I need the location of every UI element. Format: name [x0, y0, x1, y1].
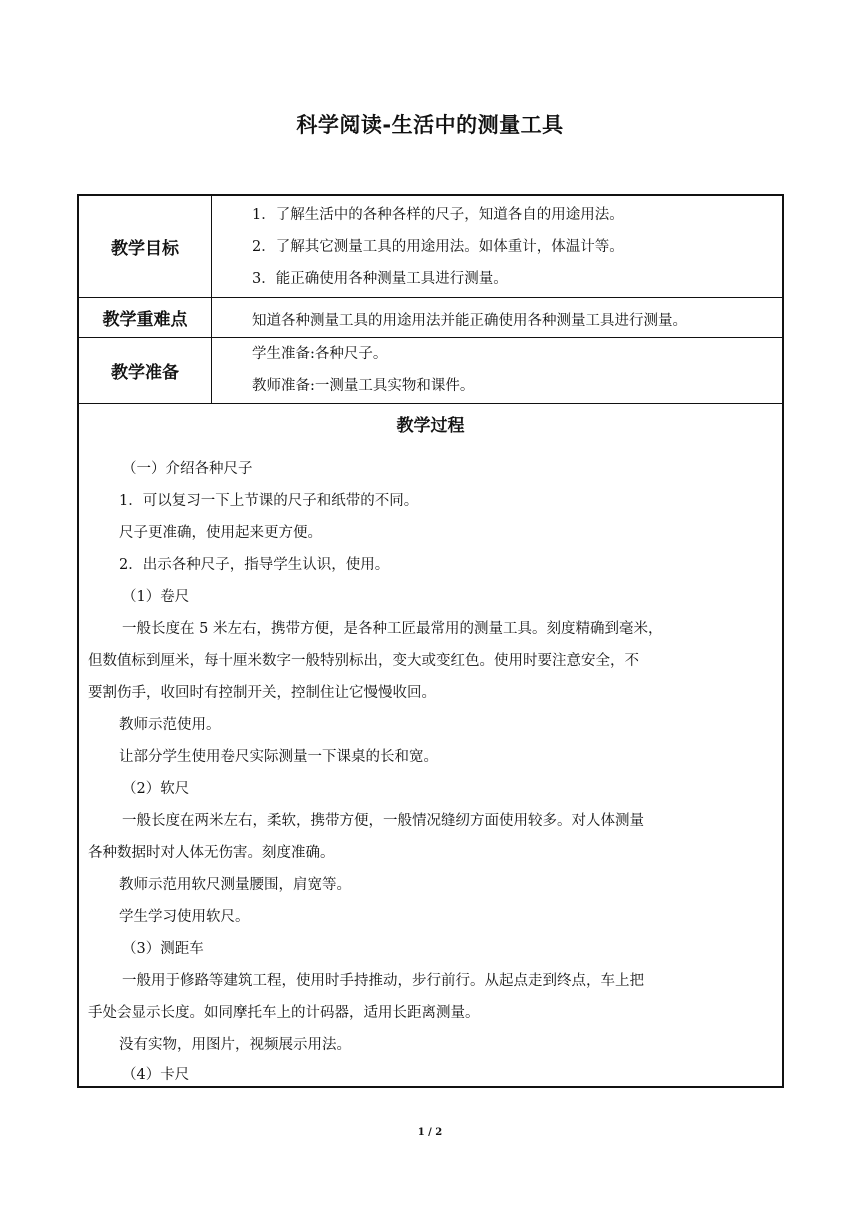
goal-row	[79, 196, 782, 298]
process-line: 一般长度在两米左右，柔软，携带方便，一般情况缝纫方面使用较多。对人体测量	[122, 813, 644, 829]
preparation-label: 教学准备	[79, 338, 212, 403]
document-title: 科学阅读-生活中的测量工具	[296, 113, 564, 137]
process-line: （2）软尺	[122, 781, 190, 797]
process-line: 但数值标到厘米，每十厘米数字一般特别标出，变大或变红色。使用时要注意安全，不	[88, 653, 639, 669]
process-line: 没有实物，用图片，视频展示用法。	[119, 1037, 351, 1053]
key-points-content	[212, 298, 782, 337]
process-line: 教师示范使用。	[119, 717, 221, 733]
page-number: 1 / 2	[417, 1127, 443, 1138]
process-line: （3）测距车	[122, 941, 204, 957]
process-line: 一般用于修路等建筑工程，使用时手持推动，步行前行。从起点走到终点，车上把	[122, 973, 644, 989]
key-points-label: 教学重难点	[79, 298, 212, 337]
process-line: 学生学习使用软尺。	[119, 909, 250, 925]
process-line: 尺子更准确，使用起来更方便。	[119, 525, 322, 541]
process-line: 一般长度在 5 米左右，携带方便，是各种工匠最常用的测量工具。刻度精确到毫米，	[122, 621, 663, 637]
process-line: 让部分学生使用卷尺实际测量一下课桌的长和宽。	[119, 749, 438, 765]
process-line: （4）卡尺	[122, 1067, 190, 1083]
preparation-row	[79, 338, 782, 404]
process-line: 1．可以复习一下上节课的尺子和纸带的不同。	[119, 493, 419, 509]
preparation-item: 学生准备:各种尺子。	[252, 346, 388, 362]
process-line: （1）卷尺	[122, 589, 190, 605]
goal-item: 2．了解其它测量工具的用途用法。如体重计，体温计等。	[252, 239, 624, 255]
goal-label: 教学目标	[79, 196, 212, 297]
process-line: 2．出示各种尺子，指导学生认识，使用。	[119, 557, 390, 573]
lesson-plan-table	[77, 194, 784, 1088]
goal-item: 3．能正确使用各种测量工具进行测量。	[252, 271, 508, 287]
process-title: 教学过程	[396, 416, 465, 436]
key-points-row	[79, 298, 782, 338]
goal-content	[212, 196, 782, 297]
preparation-item: 教师准备:一测量工具实物和课件。	[252, 378, 475, 394]
process-line: 要割伤手，收回时有控制开关，控制住让它慢慢收回。	[88, 685, 436, 701]
goal-item: 1．了解生活中的各种各样的尺子，知道各自的用途用法。	[252, 207, 624, 223]
process-line: （一）介绍各种尺子	[122, 461, 253, 477]
process-line: 各种数据时对人体无伤害。刻度准确。	[88, 845, 335, 861]
key-points-text: 知道各种测量工具的用途用法并能正确使用各种测量工具进行测量。	[252, 313, 687, 329]
process-line: 教师示范用软尺测量腰围，肩宽等。	[119, 877, 351, 893]
process-line: 手处会显示长度。如同摩托车上的计码器，适用长距离测量。	[88, 1005, 480, 1021]
preparation-content	[212, 338, 782, 403]
